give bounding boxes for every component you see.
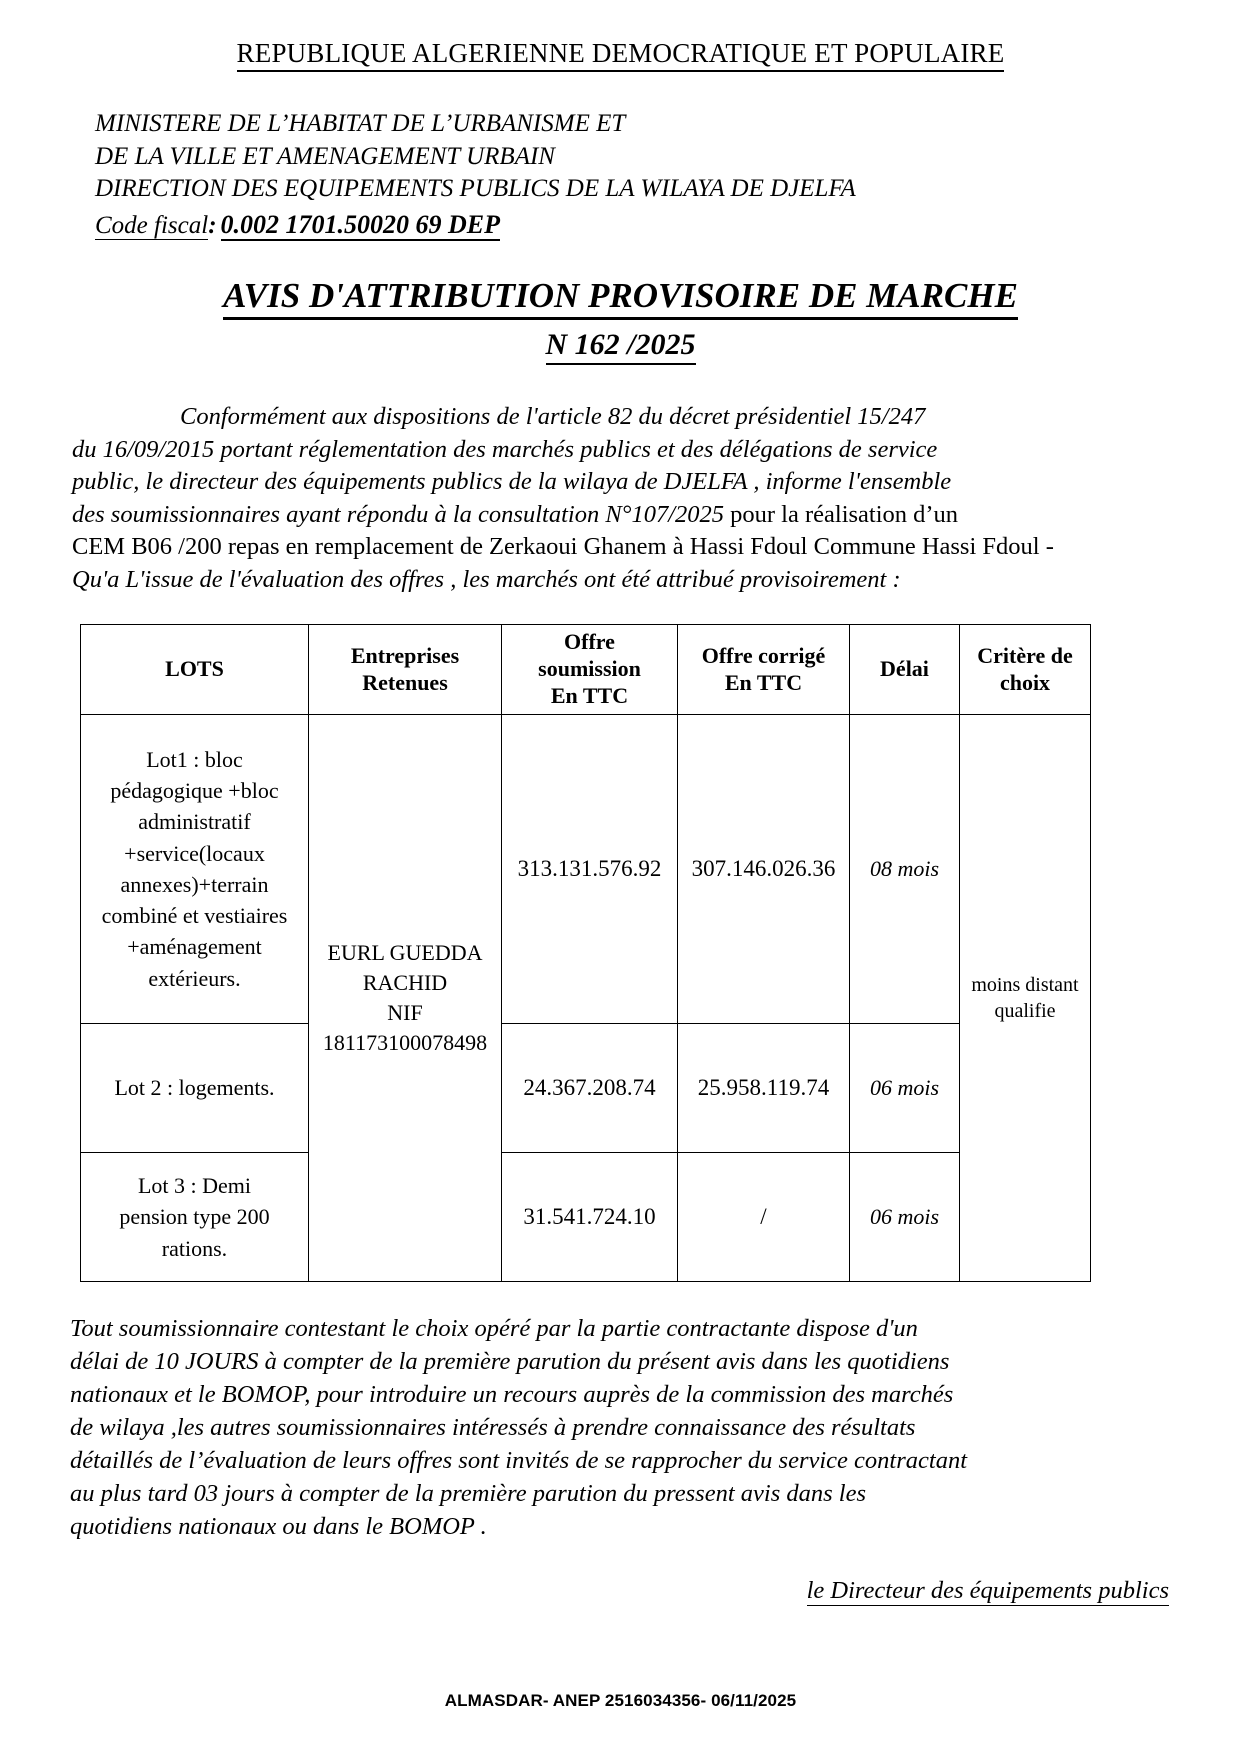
col-header-lots: LOTS [81, 625, 309, 714]
cell-offre-soumission-1: 313.131.576.92 [502, 714, 678, 1023]
lot-1-line-4: annexes)+terrain [120, 871, 269, 897]
title-block [0, 276, 1241, 365]
col-header-critere-l1: Critère de [977, 642, 1073, 668]
closing-line-5: détaillés de l’évaluation de leurs offres sont invités de se rapprocher du service contractant [70, 1447, 968, 1475]
intro-line-4-roman: pour la réalisation d’un [730, 500, 959, 528]
cell-offre-corrigee-1: 307.146.026.36 [678, 714, 850, 1023]
cell-offre-soumission-3: 31.541.724.10 [502, 1152, 678, 1281]
ministry-line-1: MINISTERE DE L’HABITAT DE L’URBANISME ET [95, 110, 626, 137]
col-header-offre-l1: Offre [564, 629, 615, 655]
col-header-entreprises-l1: Entreprises [350, 642, 460, 668]
critere-line-1: moins distant [971, 973, 1079, 996]
entreprise-nif-value: 181173100078498 [322, 1029, 488, 1055]
intro-line-5: CEM B06 /200 repas en remplacement de Zerkaoui Ghanem à Hassi Fdoul Commune Hassi Fdoul - [72, 533, 1054, 561]
republic-heading: REPUBLIQUE ALGERIENNE DEMOCRATIQUE ET POPULAIRE [237, 38, 1005, 72]
intro-line-1: Conformément aux dispositions de l'article 82 du décret présidentiel 15/247 [180, 403, 926, 430]
col-header-entreprises-l2: Retenues [362, 669, 448, 695]
intro-paragraph [0, 401, 1241, 596]
ministry-line-3: DIRECTION DES EQUIPEMENTS PUBLICS DE LA WILAYA DE DJELFA [95, 175, 856, 202]
lot-1-line-0: Lot1 : bloc [146, 747, 243, 773]
intro-line-2: du 16/09/2015 portant réglementation des marchés publics et des délégations de service [72, 435, 938, 463]
lot-3-line-0: Lot 3 : Demi [137, 1173, 252, 1199]
cell-delai-2: 06 mois [850, 1023, 960, 1152]
entreprise-name-l2: RACHID [362, 970, 448, 996]
lot-1-line-3: +service(locaux [124, 840, 265, 866]
critere-line-2: qualifie [994, 999, 1056, 1022]
lot-1-line-2: administratif [138, 809, 251, 835]
closing-line-3: nationaux et le BOMOP, pour introduire un recours auprès de la commission des marchés [70, 1381, 954, 1409]
closing-line-6: au plus tard 03 jours à compter de la première parution du pressent avis dans les [70, 1480, 866, 1508]
attribution-table-wrap [0, 624, 1241, 1281]
cell-delai-3: 06 mois [850, 1152, 960, 1281]
intro-line-6: Qu'a L'issue de l'évaluation des offres , les marchés ont été attribué provisoirement : [72, 565, 901, 593]
document-header [0, 0, 1241, 72]
col-header-corrige-l1: Offre corrigé [701, 642, 826, 668]
closing-line-7: quotidiens nationaux ou dans le BOMOP . [70, 1513, 487, 1541]
entreprise-name-l1: EURL GUEDDA [327, 940, 483, 966]
intro-line-4-italic: des soumissionnaires ayant répondu à la consultation N°107/2025 [72, 500, 731, 528]
table-header-row [81, 625, 1091, 714]
ministry-block [0, 108, 1241, 242]
table-row [81, 1023, 1091, 1152]
intro-line-4 [72, 499, 1169, 532]
attribution-table [80, 624, 1091, 1281]
entreprise-nif-label: NIF [387, 999, 423, 1025]
page-footer: ALMASDAR- ANEP 2516034356- 06/11/2025 [444, 1691, 797, 1710]
cell-offre-corrigee-3: / [678, 1152, 850, 1281]
lot-3-line-2: rations. [161, 1235, 228, 1261]
cell-lot-1 [81, 714, 309, 1023]
lot-1-line-1: pédagogique +bloc [110, 778, 279, 804]
ministry-line-2: DE LA VILLE ET AMENAGEMENT URBAIN [95, 142, 555, 170]
cell-entreprise-retenue [309, 714, 502, 1281]
lot-1-line-5: combiné et vestiaires [101, 903, 288, 929]
lot-1-line-6: +aménagement [127, 934, 262, 960]
col-header-offre-soumission [502, 625, 678, 714]
cell-offre-soumission-2: 24.367.208.74 [502, 1023, 678, 1152]
code-fiscal-colon: : [208, 211, 217, 239]
col-header-offre-corrigee [678, 625, 850, 714]
closing-line-1: Tout soumissionnaire contestant le choix opéré par la partie contractante dispose d'un [70, 1314, 918, 1342]
col-header-delai: Délai [850, 625, 960, 714]
cell-critere-choix [960, 714, 1091, 1281]
lot-2-line-0: Lot 2 : logements. [114, 1075, 275, 1101]
col-header-offre-l3: En TTC [550, 683, 629, 709]
lot-1-line-7: extérieurs. [148, 965, 241, 991]
signature-block [0, 1577, 1241, 1605]
col-header-critere [960, 625, 1091, 714]
cell-offre-corrigee-2: 25.958.119.74 [678, 1023, 850, 1152]
col-header-corrige-l2: En TTC [724, 669, 803, 695]
code-fiscal-value: 0.002 1701.50020 69 DEP [220, 209, 501, 239]
lot-3-line-1: pension type 200 [119, 1204, 270, 1230]
col-header-critere-l2: choix [999, 669, 1051, 695]
closing-line-4: de wilaya ,les autres soumissionnaires intéressés à prendre connaissance des résultats [70, 1414, 916, 1442]
cell-lot-2 [81, 1023, 309, 1152]
closing-line-2: délai de 10 JOURS à compter de la première parution du présent avis dans les quotidiens [70, 1348, 950, 1376]
code-fiscal-line [95, 208, 1241, 243]
page-subtitle: N 162 /2025 [546, 328, 696, 365]
col-header-entreprises [309, 625, 502, 714]
table-row [81, 714, 1091, 1023]
closing-paragraph [0, 1312, 1241, 1543]
code-fiscal-label: Code fiscal [95, 211, 209, 239]
intro-line-3: public, le directeur des équipements publics de la wilaya de DJELFA , informe l'ensemble [72, 468, 952, 496]
table-row [81, 1152, 1091, 1281]
page-title: AVIS D'ATTRIBUTION PROVISOIRE DE MARCHE [223, 276, 1018, 320]
signature-text: le Directeur des équipements publics [806, 1577, 1169, 1605]
col-header-offre-l2: soumission [538, 656, 641, 682]
cell-lot-3 [81, 1152, 309, 1281]
cell-delai-1: 08 mois [850, 714, 960, 1023]
